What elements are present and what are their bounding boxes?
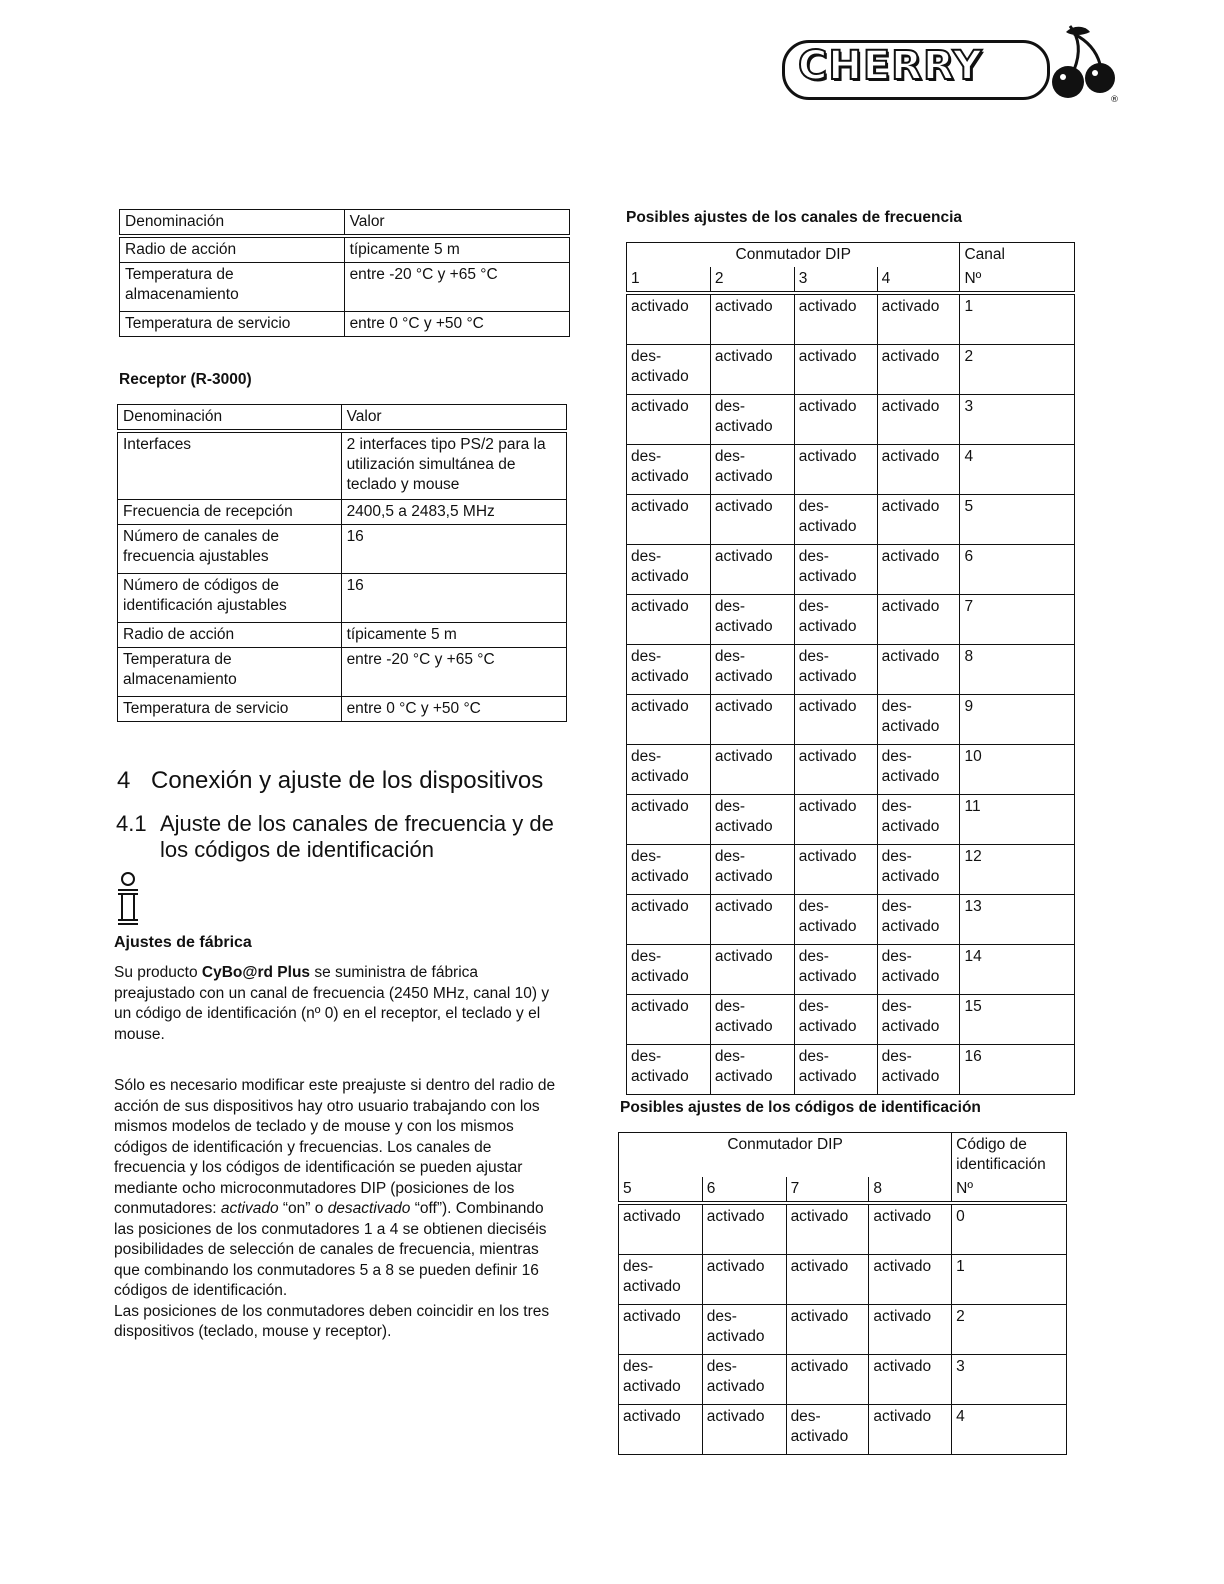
switch-state-cell: des- activado bbox=[794, 895, 877, 945]
switch-state-cell: activado bbox=[794, 695, 877, 745]
switch-state-cell: activado bbox=[786, 1355, 869, 1405]
table-row bbox=[118, 431, 567, 500]
switch-number: 4 bbox=[877, 267, 960, 293]
channel-header: Canal bbox=[960, 243, 1075, 268]
switch-state-cell: des- activado bbox=[627, 645, 711, 695]
table-row bbox=[627, 345, 1075, 395]
cherry-fruit-icon bbox=[1044, 22, 1122, 104]
number-cell: 0 bbox=[952, 1203, 1067, 1255]
table-header-row bbox=[619, 1133, 1067, 1178]
text-span: se suministra de fábrica preajustado con un canal de frecuencia (2450 MHz, canal 10) y un código de identificación (nº 0) en el receptor, el teclado y el mouse. bbox=[114, 964, 550, 1043]
header-cell: Denominación bbox=[120, 210, 345, 237]
switch-state-cell: activado bbox=[627, 293, 711, 345]
switch-state-cell: activado bbox=[627, 595, 711, 645]
table-row bbox=[619, 1203, 1067, 1255]
number-label: Nº bbox=[960, 267, 1075, 293]
switch-state-cell: des- activado bbox=[627, 545, 711, 595]
info-icon bbox=[114, 872, 142, 928]
number-cell: 4 bbox=[952, 1405, 1067, 1455]
switch-state-cell: activado bbox=[619, 1405, 703, 1455]
freq-channel-table bbox=[626, 242, 1075, 1095]
switch-state-cell: activado bbox=[794, 795, 877, 845]
switch-state-cell: des- activado bbox=[619, 1255, 703, 1305]
table-header-row bbox=[120, 210, 570, 237]
number-cell: 2 bbox=[960, 345, 1075, 395]
table-row bbox=[627, 595, 1075, 645]
header-cell: Valor bbox=[344, 210, 569, 237]
group-header: Conmutador DIP bbox=[627, 243, 960, 268]
factory-paragraph-1 bbox=[114, 963, 562, 1045]
subsection-title bbox=[160, 811, 580, 863]
switch-state-cell: des- activado bbox=[627, 445, 711, 495]
switch-state-cell: activado bbox=[877, 595, 960, 645]
cherry-logo bbox=[782, 22, 1122, 104]
table-cell: típicamente 5 m bbox=[344, 236, 569, 263]
switch-state-cell: activado bbox=[794, 845, 877, 895]
switch-state-cell: des- activado bbox=[627, 345, 711, 395]
table-row bbox=[118, 574, 567, 623]
switch-state-cell: activado bbox=[877, 293, 960, 345]
switch-state-cell: des- activado bbox=[627, 845, 711, 895]
table-cell: 2400,5 a 2483,5 MHz bbox=[341, 500, 566, 525]
table-row bbox=[627, 395, 1075, 445]
switch-state-cell: des- activado bbox=[794, 495, 877, 545]
switch-state-cell: des- activado bbox=[627, 745, 711, 795]
text-span: Sólo es necesario modificar este preajuste si dentro del radio de acción de sus dispositivos hay otro usuario trabajando con los mismos modelos de teclado y de mouse y con los mismos códigos de identificación y frecuencias. Los canales de frecuencia y los códigos de identificación se pueden ajustar mediante ocho microconmutadores DIP (posiciones de los conmutadores: bbox=[114, 1077, 556, 1217]
code-header: Código de identificación bbox=[952, 1133, 1067, 1178]
table-cell: entre -20 °C y +65 °C bbox=[344, 263, 569, 312]
table-cell: Interfaces bbox=[118, 431, 342, 500]
table-row bbox=[627, 495, 1075, 545]
table-row bbox=[627, 293, 1075, 345]
switch-state-cell: activado bbox=[877, 645, 960, 695]
table-row bbox=[627, 695, 1075, 745]
text-span: “on” o bbox=[278, 1200, 328, 1217]
section-number: 4 bbox=[117, 767, 131, 794]
factory-title: Ajustes de fábrica bbox=[114, 934, 252, 951]
table-row bbox=[627, 745, 1075, 795]
switch-state-cell: des- activado bbox=[710, 395, 794, 445]
text-span: Su producto bbox=[114, 964, 202, 981]
switch-state-cell: activado bbox=[710, 293, 794, 345]
table-row bbox=[118, 697, 567, 722]
table-row bbox=[619, 1355, 1067, 1405]
table-cell: Número de canales de frecuencia ajustables bbox=[118, 525, 342, 574]
table-cell: Temperatura de almacenamiento bbox=[120, 263, 345, 312]
table-cell: entre 0 °C y +50 °C bbox=[344, 312, 569, 337]
switch-number: 6 bbox=[702, 1177, 786, 1203]
switch-number: 7 bbox=[786, 1177, 869, 1203]
table-cell: 16 bbox=[341, 574, 566, 623]
table-row bbox=[118, 648, 567, 697]
switch-state-cell: des- activado bbox=[710, 1045, 794, 1095]
table-cell: entre 0 °C y +50 °C bbox=[341, 697, 566, 722]
section-heading bbox=[117, 767, 543, 795]
switch-state-cell: activado bbox=[786, 1305, 869, 1355]
number-cell: 13 bbox=[960, 895, 1075, 945]
group-header: Conmutador DIP bbox=[619, 1133, 952, 1178]
switch-state-cell: des- activado bbox=[794, 595, 877, 645]
switch-state-cell: des- activado bbox=[794, 995, 877, 1045]
switch-state-cell: activado bbox=[794, 745, 877, 795]
text-off-italic: desactivado bbox=[327, 1200, 411, 1217]
switch-number: 8 bbox=[869, 1177, 952, 1203]
number-cell: 8 bbox=[960, 645, 1075, 695]
number-cell: 12 bbox=[960, 845, 1075, 895]
svg-text:®: ® bbox=[1110, 95, 1119, 104]
table-row bbox=[627, 945, 1075, 995]
number-label: Nº bbox=[952, 1177, 1067, 1203]
switch-state-cell: activado bbox=[877, 545, 960, 595]
switch-state-cell: activado bbox=[710, 695, 794, 745]
table-row bbox=[118, 500, 567, 525]
switch-state-cell: des- activado bbox=[794, 545, 877, 595]
header-cell: Denominación bbox=[118, 405, 342, 432]
table-header-row bbox=[627, 243, 1075, 268]
number-cell: 11 bbox=[960, 795, 1075, 845]
switch-state-cell: des- activado bbox=[710, 445, 794, 495]
usage-paragraph-1 bbox=[114, 1076, 566, 1302]
number-cell: 5 bbox=[960, 495, 1075, 545]
table-row bbox=[118, 623, 567, 648]
table-cell: Frecuencia de recepción bbox=[118, 500, 342, 525]
id-code-table bbox=[618, 1132, 1067, 1455]
table-row bbox=[627, 1045, 1075, 1095]
table-cell: 16 bbox=[341, 525, 566, 574]
receptor-spec-table bbox=[117, 404, 567, 722]
table-cell: Radio de acción bbox=[118, 623, 342, 648]
number-cell: 4 bbox=[960, 445, 1075, 495]
switch-state-cell: activado bbox=[710, 745, 794, 795]
switch-state-cell: activado bbox=[702, 1405, 786, 1455]
switch-state-cell: activado bbox=[877, 495, 960, 545]
section-title: Conexión y ajuste de los dispositivos bbox=[151, 767, 544, 794]
subsection-title-line: los códigos de identificación bbox=[160, 837, 434, 862]
subsection-title-line: Ajuste de los canales de frecuencia y de bbox=[160, 811, 554, 836]
table-row bbox=[619, 1405, 1067, 1455]
number-cell: 1 bbox=[952, 1255, 1067, 1305]
table-cell: típicamente 5 m bbox=[341, 623, 566, 648]
table-row bbox=[120, 236, 570, 263]
table-row bbox=[627, 895, 1075, 945]
number-cell: 14 bbox=[960, 945, 1075, 995]
switch-state-cell: activado bbox=[877, 395, 960, 445]
switch-number: 5 bbox=[619, 1177, 703, 1203]
switch-state-cell: activado bbox=[877, 345, 960, 395]
switch-state-cell: activado bbox=[710, 495, 794, 545]
table-row bbox=[627, 995, 1075, 1045]
switch-state-cell: activado bbox=[869, 1255, 952, 1305]
switch-state-cell: activado bbox=[627, 695, 711, 745]
table-row bbox=[627, 545, 1075, 595]
switch-state-cell: des- activado bbox=[794, 645, 877, 695]
switch-state-cell: activado bbox=[794, 395, 877, 445]
text-span: “off”). Combinando las posiciones de los conmutadores 1 a 4 se obtienen dieciséis posibilidades de selección de canales de frecuencia, mientras que combinando los conmutadores 5 a 8 se pueden definir 16 códigos de identificación. bbox=[114, 1200, 547, 1299]
switch-state-cell: des- activado bbox=[702, 1355, 786, 1405]
switch-state-cell: activado bbox=[794, 293, 877, 345]
switch-state-cell: des- activado bbox=[794, 945, 877, 995]
table-row bbox=[120, 263, 570, 312]
table-cell: Radio de acción bbox=[120, 236, 345, 263]
switch-state-cell: activado bbox=[710, 545, 794, 595]
table-cell: Temperatura de almacenamiento bbox=[118, 648, 342, 697]
switch-state-cell: activado bbox=[627, 795, 711, 845]
switch-state-cell: activado bbox=[786, 1203, 869, 1255]
switch-state-cell: des- activado bbox=[710, 845, 794, 895]
subsection-number: 4.1 bbox=[116, 811, 147, 836]
switch-number: 2 bbox=[710, 267, 794, 293]
switch-state-cell: des- activado bbox=[877, 1045, 960, 1095]
number-cell: 2 bbox=[952, 1305, 1067, 1355]
switch-number: 1 bbox=[627, 267, 711, 293]
number-cell: 3 bbox=[960, 395, 1075, 445]
table-row bbox=[619, 1305, 1067, 1355]
switch-state-cell: activado bbox=[877, 445, 960, 495]
switch-state-cell: activado bbox=[869, 1355, 952, 1405]
factory-paragraph bbox=[114, 963, 562, 1045]
switch-state-cell: des- activado bbox=[627, 1045, 711, 1095]
switch-number: 3 bbox=[794, 267, 877, 293]
column-number-row bbox=[627, 267, 1075, 293]
switch-state-cell: activado bbox=[619, 1203, 703, 1255]
number-cell: 15 bbox=[960, 995, 1075, 1045]
number-cell: 7 bbox=[960, 595, 1075, 645]
receptor-title: Receptor (R-3000) bbox=[119, 371, 252, 388]
switch-state-cell: des- activado bbox=[877, 845, 960, 895]
switch-state-cell: des- activado bbox=[786, 1405, 869, 1455]
number-cell: 9 bbox=[960, 695, 1075, 745]
id-table-title: Posibles ajustes de los códigos de identificación bbox=[620, 1099, 981, 1116]
switch-state-cell: des- activado bbox=[877, 995, 960, 1045]
switch-state-cell: activado bbox=[627, 995, 711, 1045]
table-row bbox=[627, 645, 1075, 695]
table-cell: Temperatura de servicio bbox=[120, 312, 345, 337]
table-cell: Número de códigos de identificación ajustables bbox=[118, 574, 342, 623]
switch-state-cell: des- activado bbox=[627, 945, 711, 995]
switch-state-cell: activado bbox=[786, 1255, 869, 1305]
switch-state-cell: des- activado bbox=[710, 995, 794, 1045]
switch-state-cell: des- activado bbox=[710, 795, 794, 845]
table-row bbox=[118, 525, 567, 574]
switch-state-cell: activado bbox=[710, 895, 794, 945]
switch-state-cell: activado bbox=[794, 345, 877, 395]
switch-state-cell: activado bbox=[794, 445, 877, 495]
switch-state-cell: des- activado bbox=[619, 1355, 703, 1405]
switch-state-cell: activado bbox=[869, 1203, 952, 1255]
product-name: CyBo@rd Plus bbox=[201, 964, 311, 981]
number-cell: 3 bbox=[952, 1355, 1067, 1405]
table-row bbox=[120, 312, 570, 337]
number-cell: 10 bbox=[960, 745, 1075, 795]
table-cell: 2 interfaces tipo PS/2 para la utilización simultánea de teclado y mouse bbox=[341, 431, 566, 500]
header-cell: Valor bbox=[341, 405, 566, 432]
usage-paragraph bbox=[114, 1076, 566, 1343]
table-row bbox=[627, 845, 1075, 895]
switch-state-cell: des- activado bbox=[877, 745, 960, 795]
number-cell: 1 bbox=[960, 293, 1075, 345]
switch-state-cell: activado bbox=[710, 345, 794, 395]
column-number-row bbox=[619, 1177, 1067, 1203]
switch-state-cell: activado bbox=[702, 1255, 786, 1305]
table-cell: Temperatura de servicio bbox=[118, 697, 342, 722]
switch-state-cell: des- activado bbox=[877, 895, 960, 945]
table-header-row bbox=[118, 405, 567, 432]
switch-state-cell: des- activado bbox=[702, 1305, 786, 1355]
number-cell: 6 bbox=[960, 545, 1075, 595]
switch-state-cell: activado bbox=[869, 1405, 952, 1455]
switch-state-cell: activado bbox=[627, 495, 711, 545]
switch-state-cell: des- activado bbox=[710, 645, 794, 695]
switch-state-cell: des- activado bbox=[794, 1045, 877, 1095]
switch-state-cell: des- activado bbox=[710, 595, 794, 645]
transmitter-spec-table bbox=[119, 209, 570, 337]
table-row bbox=[619, 1255, 1067, 1305]
table-row bbox=[627, 445, 1075, 495]
usage-paragraph-2: Las posiciones de los conmutadores deben coincidir en los tres dispositivos (teclado, mouse y receptor). bbox=[114, 1302, 550, 1340]
switch-state-cell: des- activado bbox=[877, 695, 960, 745]
logo-wordmark: CHERRY bbox=[798, 43, 983, 89]
switch-state-cell: activado bbox=[702, 1203, 786, 1255]
switch-state-cell: activado bbox=[619, 1305, 703, 1355]
switch-state-cell: des- activado bbox=[877, 795, 960, 845]
number-cell: 16 bbox=[960, 1045, 1075, 1095]
freq-table-title: Posibles ajustes de los canales de frecuencia bbox=[626, 209, 962, 226]
switch-state-cell: des- activado bbox=[877, 945, 960, 995]
table-cell: entre -20 °C y +65 °C bbox=[341, 648, 566, 697]
switch-state-cell: activado bbox=[627, 395, 711, 445]
switch-state-cell: activado bbox=[710, 945, 794, 995]
switch-state-cell: activado bbox=[869, 1305, 952, 1355]
switch-state-cell: activado bbox=[627, 895, 711, 945]
table-row bbox=[627, 795, 1075, 845]
text-on-italic: activado bbox=[220, 1200, 279, 1217]
